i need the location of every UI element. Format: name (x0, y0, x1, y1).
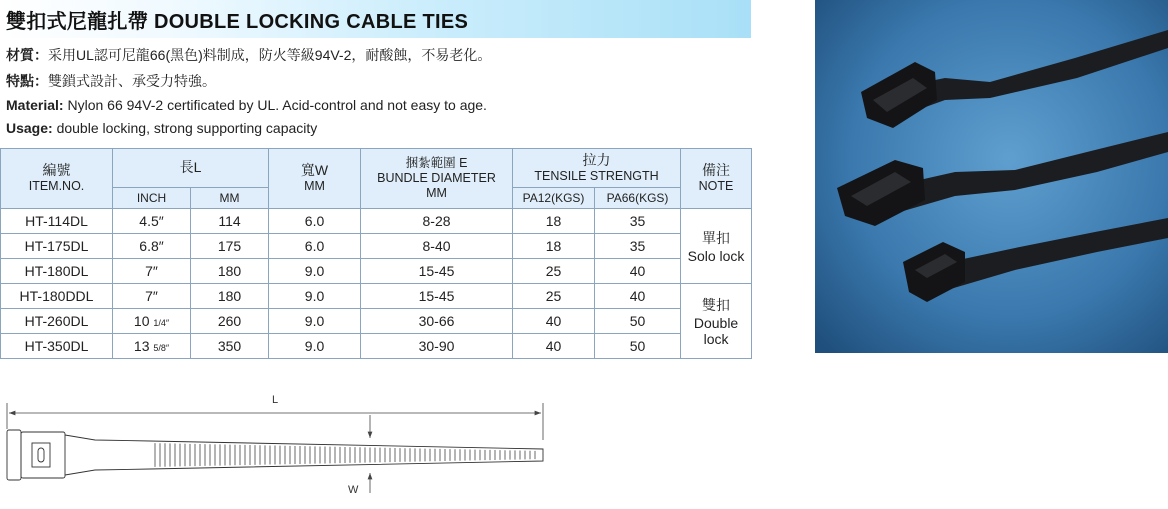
cell-pa66: 40 (595, 284, 681, 309)
cell-inch (113, 234, 191, 259)
cell-pa12: 18 (513, 209, 595, 234)
table-row (1, 234, 752, 259)
header-pa12: PA12(KGS) (513, 188, 595, 209)
header-bundle-unit: MM (426, 186, 447, 200)
header-bundle-en: BUNDLE DIAMETER (377, 171, 496, 185)
length-dimension (7, 394, 543, 440)
header-bundle (361, 149, 513, 209)
tie-teeth (155, 443, 535, 467)
header-pa66: PA66(KGS) (595, 188, 681, 209)
feature-zh-label: 特點： (6, 73, 48, 89)
cell-inch (113, 334, 191, 359)
title-bar (0, 0, 751, 38)
feature-zh-text: 雙鎖式設計、承受力特強。 (48, 73, 216, 89)
cell-inch-frac: 5/8″ (153, 343, 170, 353)
note-solo-en: Solo lock (687, 248, 745, 264)
cell-inch (113, 259, 191, 284)
header-length-label: 長L (179, 159, 202, 175)
cell-mm: 175 (191, 234, 269, 259)
note-solo (681, 209, 752, 284)
cell-pa12: 18 (513, 234, 595, 259)
header-item-en: ITEM.NO. (28, 179, 85, 193)
cell-width: 6.0 (269, 209, 361, 234)
cell-item: HT-350DL (1, 334, 113, 359)
note-double (681, 284, 752, 359)
cell-bundle: 15-45 (361, 284, 513, 309)
material-zh-label: 材質： (6, 47, 48, 63)
cell-inch-whole: 6.8″ (139, 238, 164, 254)
cell-inch (113, 309, 191, 334)
cell-item: HT-180DL (1, 259, 113, 284)
cell-inch-whole: 13 (133, 338, 150, 354)
header-tensile (513, 149, 681, 188)
cell-inch (113, 284, 191, 309)
width-dimension (348, 415, 370, 496)
header-mm: MM (191, 188, 269, 209)
header-tensile-zh: 拉力 (582, 151, 611, 168)
cell-width: 9.0 (269, 284, 361, 309)
page-title: 雙扣式尼龍扎帶 DOUBLE LOCKING CABLE TIES (6, 11, 469, 33)
table-row (1, 259, 752, 284)
cell-inch-frac: 1/4″ (153, 318, 170, 328)
cell-item: HT-260DL (1, 309, 113, 334)
cell-pa66: 50 (595, 334, 681, 359)
header-tensile-en: TENSILE STRENGTH (534, 168, 659, 183)
feature-zh-line (6, 71, 216, 91)
header-width (269, 149, 361, 209)
note-double-zh: 雙扣 (702, 297, 731, 313)
table-row (1, 209, 752, 234)
header-row-1 (1, 149, 752, 188)
table-row (1, 309, 752, 334)
header-note (681, 149, 752, 209)
cell-bundle: 8-28 (361, 209, 513, 234)
cell-pa12: 25 (513, 284, 595, 309)
usage-en-label: Usage: (6, 120, 53, 136)
cell-bundle: 15-45 (361, 259, 513, 284)
cell-inch-whole: 4.5″ (139, 213, 164, 229)
material-en-line (6, 97, 487, 113)
header-length (113, 149, 269, 188)
header-item-zh: 編號 (42, 162, 71, 178)
label-w: W (348, 484, 359, 496)
cell-bundle: 30-66 (361, 309, 513, 334)
cell-item: HT-180DDL (1, 284, 113, 309)
label-l: L (272, 394, 279, 406)
cell-pa12: 40 (513, 309, 595, 334)
header-item (1, 149, 113, 209)
header-inch: INCH (113, 188, 191, 209)
material-zh-text: 采用UL認可尼龍66(黑色)料制成，防火等級94V-2，耐酸蝕，不易老化。 (48, 47, 492, 63)
cell-mm: 350 (191, 334, 269, 359)
header-note-en: NOTE (698, 179, 734, 193)
material-zh-line (6, 45, 491, 65)
cell-item: HT-114DL (1, 209, 113, 234)
cell-item: HT-175DL (1, 234, 113, 259)
header-note-zh: 備注 (702, 162, 731, 178)
material-en-label: Material: (6, 97, 64, 113)
cell-pa12: 40 (513, 334, 595, 359)
cell-width: 9.0 (269, 334, 361, 359)
cell-width: 9.0 (269, 259, 361, 284)
note-double-en2: lock (703, 331, 729, 347)
header-bundle-zh: 捆紮範圍 E (405, 156, 468, 170)
cell-pa66: 50 (595, 309, 681, 334)
cell-inch-whole: 10 (133, 313, 150, 329)
material-en-text: Nylon 66 94V-2 certificated by UL. Acid-control and not easy to age. (67, 97, 487, 113)
cell-inch-whole: 7″ (145, 288, 158, 304)
header-width-zh: 寬W (300, 162, 329, 178)
cable-tie-drawing (0, 385, 560, 507)
cell-width: 6.0 (269, 234, 361, 259)
header-width-unit: MM (304, 179, 325, 193)
cell-width: 9.0 (269, 309, 361, 334)
note-double-en1: Double (693, 315, 739, 331)
product-photo (815, 0, 1168, 353)
usage-en-line (6, 120, 317, 136)
cell-pa66: 35 (595, 234, 681, 259)
cell-mm: 180 (191, 259, 269, 284)
cell-mm: 180 (191, 284, 269, 309)
cell-pa12: 25 (513, 259, 595, 284)
cell-pa66: 40 (595, 259, 681, 284)
cell-mm: 260 (191, 309, 269, 334)
cell-inch-whole: 7″ (145, 263, 158, 279)
note-solo-zh: 單扣 (702, 230, 731, 246)
cell-inch (113, 209, 191, 234)
cell-bundle: 30-90 (361, 334, 513, 359)
cell-pa66: 35 (595, 209, 681, 234)
usage-en-text: double locking, strong supporting capacity (56, 120, 318, 136)
table-row (1, 284, 752, 309)
spec-table (0, 148, 752, 359)
table-row (1, 334, 752, 359)
cell-mm: 114 (191, 209, 269, 234)
cell-bundle: 8-40 (361, 234, 513, 259)
